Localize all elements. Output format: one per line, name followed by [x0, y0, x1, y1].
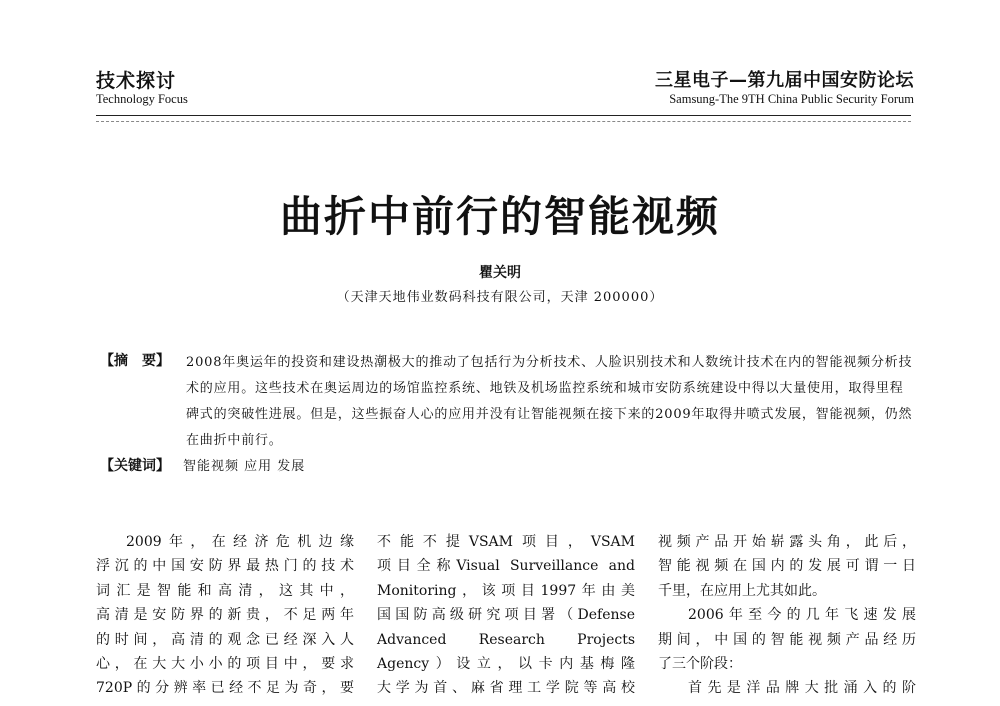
- body-line: 浮沉的中国安防界最热门的技术: [96, 558, 354, 575]
- body-line: 2006年至今的几年飞速发展: [688, 607, 916, 624]
- header-rule: [96, 115, 911, 116]
- body-column-3: [658, 530, 916, 701]
- body-line: Agency）设立，以卡内基梅隆: [377, 656, 635, 673]
- body-line: Advanced Research Projects: [377, 631, 635, 648]
- header-rule-secondary: [96, 121, 911, 122]
- body-line: Monitoring，该项目1997年由美: [377, 582, 635, 599]
- body-line: 的时间，高清的观念已经深入人: [96, 631, 354, 648]
- keywords-text: 智能视频 应用 发展: [183, 459, 306, 474]
- body-line: 720P的分辨率已经不足为奇，要: [96, 680, 354, 697]
- body-line: 了三个阶段：: [658, 656, 742, 673]
- section-name-en: Technology Focus: [96, 92, 188, 106]
- body-line: 智能视频在国内的发展可谓一日: [658, 558, 916, 575]
- section-name-cn: 技术探讨: [96, 70, 177, 92]
- body-column-2: [377, 530, 635, 701]
- body-line: 项目全称Visual Surveillance and: [377, 558, 635, 575]
- body-line: 视频产品开始崭露头角，此后，: [658, 534, 916, 550]
- running-header-right: [655, 70, 914, 106]
- abstract-text: 2008年奥运年的投资和建设热潮极大的推动了包括行为分析技术、人脸识别技术和人数统计技术在内的智能视频分析技术的应用。这些技术在奥运周边的场馆监控系统、地铁及机场监控系统和城市安防系统建设中得以大量使用，取得里程碑式的突破性进展。但是，这些振奋人心的应用并没有让智能视频在接下来的2009年取得井喷式发展，智能视频，仍然在曲折中前行。: [186, 355, 913, 448]
- forum-name-cn: 三星电子—第九届中国安防论坛: [655, 70, 914, 91]
- body-line: 心，在大大小小的项目中，要求: [96, 656, 354, 673]
- body-line: 高清是安防界的新贵，不足两年: [96, 607, 354, 624]
- article-author: 瞿关明: [479, 265, 521, 281]
- body-line: 首先是洋品牌大批涌入的阶: [688, 680, 916, 697]
- body-line: 千里，在应用上尤其如此。: [658, 582, 826, 599]
- body-line: 词汇是智能和高清，这其中，: [96, 582, 354, 599]
- body-line: 期间，中国的智能视频产品经历: [658, 631, 916, 648]
- body-line: 国国防高级研究项目署（Defense: [377, 607, 635, 624]
- abstract-label: 【摘 要】: [100, 353, 170, 369]
- forum-name-en: Samsung-The 9TH China Public Security Forum: [669, 92, 914, 106]
- running-header-left: [96, 70, 188, 106]
- body-column-1: [96, 530, 354, 701]
- keywords-label: 【关键词】: [100, 458, 170, 474]
- body-line: 2009年，在经济危机边缘: [126, 534, 354, 550]
- body-line: 大学为首、麻省理工学院等高校: [377, 680, 635, 697]
- article-title: 曲折中前行的智能视频: [279, 192, 720, 241]
- author-affiliation: （天津天地伟业数码科技有限公司，天津 200000）: [336, 290, 664, 305]
- body-line: 不能不提VSAM项目，VSAM: [377, 534, 635, 550]
